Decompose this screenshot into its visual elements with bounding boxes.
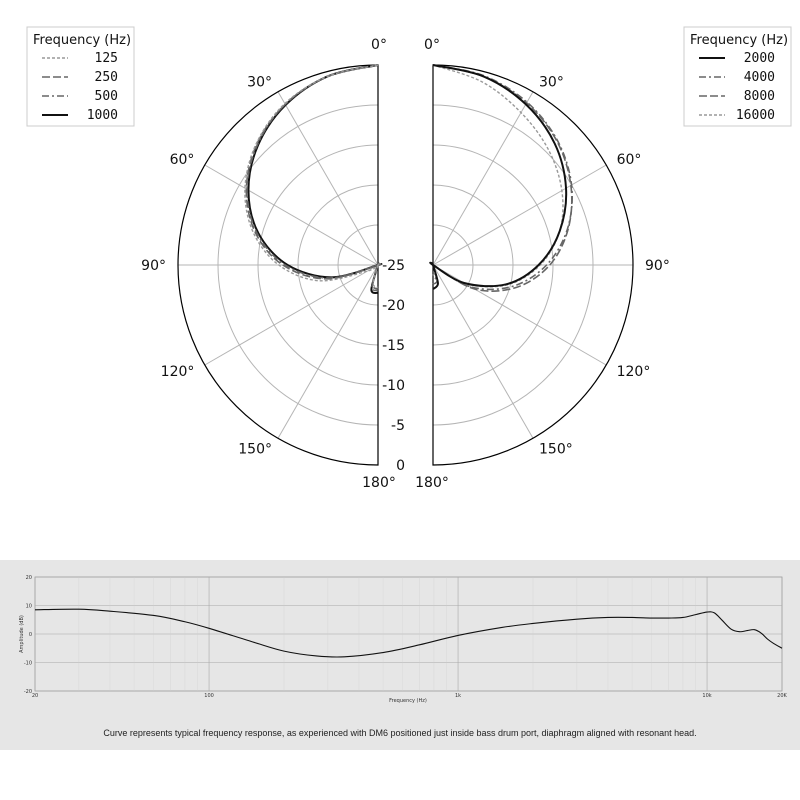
polar-right-spoke-30 bbox=[433, 92, 533, 265]
polar-right-angle-label-90: 90° bbox=[645, 258, 670, 274]
polar-left-angle-label-30: 30° bbox=[247, 74, 272, 91]
polar-right-angle-label-120: 120° bbox=[616, 364, 651, 380]
polar-left-angle-label-90: 90° bbox=[141, 258, 166, 274]
fr-y-axis-label: Amplitude (dB) bbox=[19, 615, 25, 653]
polar-left-series-1000 bbox=[248, 65, 381, 293]
polar-right-angle-label-60: 60° bbox=[616, 152, 642, 168]
polar-right-series-4000 bbox=[430, 65, 572, 289]
fr-x-axis-label: Frequency (Hz) bbox=[389, 698, 427, 704]
fr-xtick-1k: 1k bbox=[455, 693, 462, 699]
legend-right-label-2000: 2000 bbox=[743, 51, 775, 66]
polar-left-angle-label-60: 60° bbox=[169, 152, 195, 168]
frequency-response-chart bbox=[0, 560, 800, 750]
fr-xtick-20K: 20K bbox=[777, 693, 787, 699]
legend-left-label-125: 125 bbox=[94, 51, 118, 66]
polar-left-spoke-30 bbox=[278, 92, 378, 265]
polar-left-angle-label-180: 180° bbox=[362, 475, 396, 491]
polar-left-angle-label-120: 120° bbox=[160, 364, 195, 380]
polar-right-angle-label-30: 30° bbox=[539, 74, 564, 91]
polar-radial-label--20: -20 bbox=[382, 298, 405, 314]
fr-xtick-10k: 10k bbox=[702, 693, 712, 699]
caption: Curve represents typical frequency response, as experienced with DM6 positioned just inside bass drum port, diaphragm aligned with resonant head. bbox=[103, 728, 697, 738]
fr-ytick-20: 20 bbox=[25, 575, 32, 581]
polar-left-spoke-150 bbox=[278, 265, 378, 438]
legend-left-label-250: 250 bbox=[94, 70, 118, 85]
polar-radial-label--10: -10 bbox=[382, 378, 405, 394]
legend-right-label-4000: 4000 bbox=[743, 70, 775, 85]
fr-xtick-100: 100 bbox=[204, 693, 214, 699]
legend-left-label-1000: 1000 bbox=[86, 108, 118, 123]
polar-right-angle-label-0: 0° bbox=[424, 37, 440, 53]
polar-radial-label--15: -15 bbox=[382, 338, 405, 354]
polar-radial-label--5: -5 bbox=[391, 418, 405, 434]
legend-right-title: Frequency (Hz) bbox=[690, 33, 789, 48]
polar-left-spoke-60 bbox=[205, 165, 378, 265]
polar-radial-label-0: 0 bbox=[396, 458, 405, 474]
fr-ytick-10: 10 bbox=[25, 603, 32, 610]
legend-right-label-16000: 16000 bbox=[735, 108, 775, 123]
polar-right-series-2000 bbox=[430, 65, 566, 289]
legend-right bbox=[684, 27, 791, 126]
polar-right-series-8000 bbox=[430, 65, 572, 291]
fr-xtick-20: 20 bbox=[31, 693, 39, 699]
legend-left-title: Frequency (Hz) bbox=[33, 33, 132, 48]
frequency-response-panel bbox=[0, 560, 800, 750]
polar-right-spoke-60 bbox=[433, 165, 606, 265]
polar-right-angle-label-180: 180° bbox=[415, 475, 449, 491]
legend-right-label-8000: 8000 bbox=[743, 89, 775, 104]
polar-radial-label--25: -25 bbox=[382, 258, 405, 274]
fr-ytick-0: 0 bbox=[28, 632, 32, 638]
polar-right-angle-label-150: 150° bbox=[539, 441, 573, 458]
fr-ytick--20: -20 bbox=[23, 689, 32, 695]
legend-left-label-500: 500 bbox=[94, 89, 118, 104]
polar-left-spoke-120 bbox=[205, 265, 378, 365]
legend-left bbox=[27, 27, 134, 126]
polar-left-angle-label-0: 0° bbox=[371, 37, 387, 53]
fr-ytick--10: -10 bbox=[23, 660, 32, 667]
polar-left-angle-label-150: 150° bbox=[238, 441, 272, 458]
